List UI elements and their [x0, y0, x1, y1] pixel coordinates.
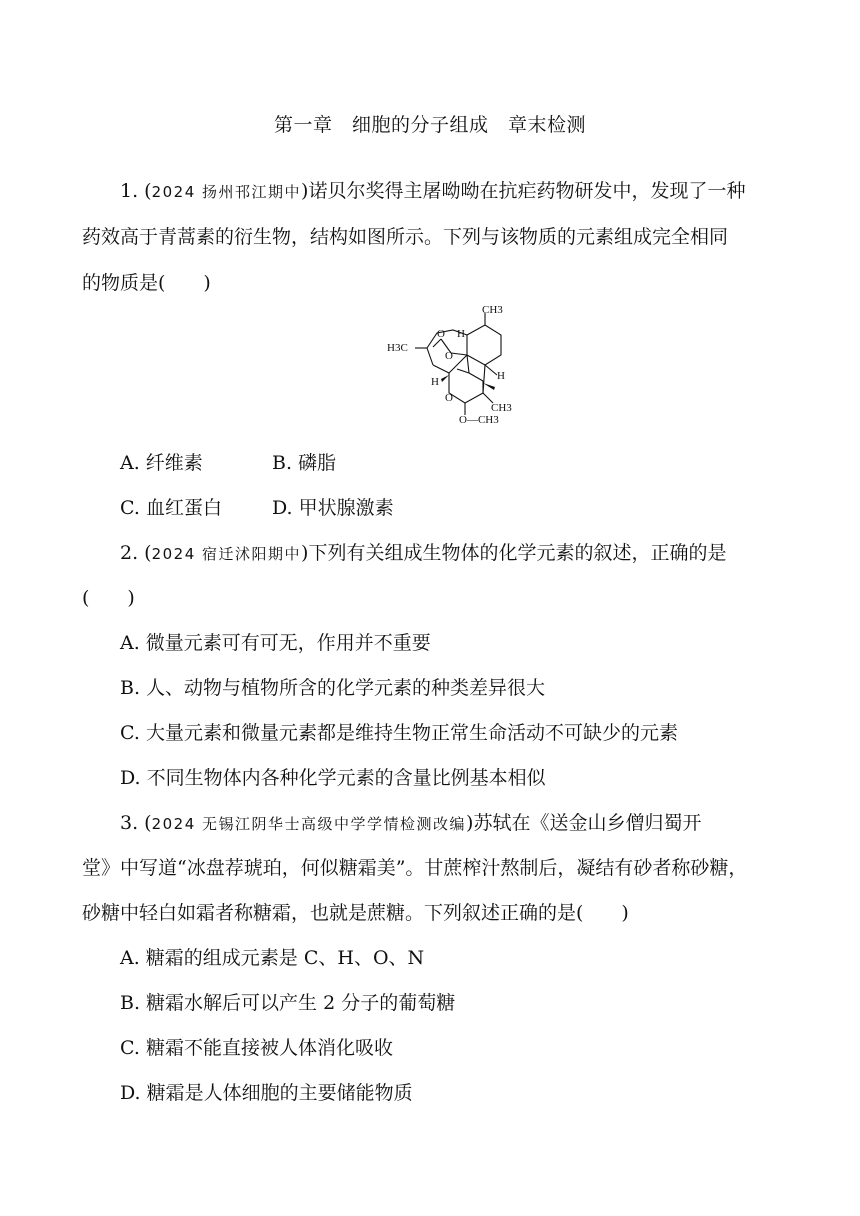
q1-stem-line2: 药效高于青蒿素的衍生物，结构如图所示。下列与该物质的元素组成完全相同: [82, 226, 729, 248]
figure-label-o1: O: [437, 328, 445, 340]
q1-option-d: D. 甲状腺激素: [272, 497, 394, 519]
q2-stem-text: )下列有关组成生物体的化学元素的叙述，正确的是: [301, 542, 727, 564]
q2-option-c: C. 大量元素和微量元素都是维持生物正常生命活动不可缺少的元素: [120, 722, 678, 744]
figure-label-och3: O—CH3: [459, 414, 499, 426]
q3-stem-text: )苏轼在《送金山乡僧归蜀开: [466, 812, 702, 834]
q3-stem-line2: 堂》中写道“冰盘荐琥珀，何似糖霜美”。甘蔗榨汁熬制后，凝结有砂者称砂糖，: [82, 857, 748, 879]
page-title: 第一章 细胞的分子组成 章末检测: [273, 114, 586, 136]
q1-option-b: B. 磷脂: [272, 452, 337, 474]
q1-stem-line3: 的物质是( ): [82, 272, 211, 294]
q2-source: 2024 宿迁沭阳期中: [151, 545, 302, 563]
artemether-structure-figure: [385, 303, 525, 431]
q3-option-d: D. 糖霜是人体细胞的主要储能物质: [120, 1082, 413, 1104]
q1-option-a: A. 纤维素: [120, 452, 203, 474]
q1-option-c: C. 血红蛋白: [120, 497, 222, 519]
q2-stem-line2: ( ): [82, 587, 135, 609]
q3-option-b: B. 糖霜水解后可以产生 2 分子的葡萄糖: [120, 992, 456, 1014]
figure-label-h-right: H: [497, 370, 505, 382]
figure-label-h-left: H: [431, 376, 439, 388]
figure-label-h3c: H3C: [387, 342, 408, 354]
q2-number: 2. (: [120, 542, 152, 564]
figure-label-h-top: H: [457, 328, 465, 340]
figure-label-o3: O: [445, 392, 453, 404]
q3-option-c: C. 糖霜不能直接被人体消化吸收: [120, 1037, 393, 1059]
q3-stem-line3: 砂糖中轻白如霜者称糖霜，也就是蔗糖。下列叙述正确的是( ): [82, 902, 629, 924]
q2-option-d: D. 不同生物体内各种化学元素的含量比例基本相似: [120, 767, 546, 789]
q2-stem-line1: [120, 538, 726, 565]
figure-label-o2: O: [445, 350, 453, 362]
q2-option-a: A. 微量元素可有可无，作用并不重要: [120, 632, 431, 654]
q3-source: 2024 无锡江阴华士高级中学学情检测改编: [151, 815, 467, 833]
q1-source: 2024 扬州邗江期中: [151, 183, 302, 201]
figure-label-ch3-bottom: CH3: [491, 402, 512, 414]
figure-label-ch3-top: CH3: [482, 304, 503, 316]
q3-stem-line1: [120, 808, 701, 835]
q1-stem-text: )诺贝尔奖得主屠呦呦在抗疟药物研发中，发现了一种: [301, 180, 746, 202]
q1-number: 1. (: [120, 180, 152, 202]
q1-stem-line1: [120, 176, 745, 203]
q2-option-b: B. 人、动物与植物所含的化学元素的种类差异很大: [120, 677, 546, 699]
q3-option-a: A. 糖霜的组成元素是 C、H、O、N: [120, 947, 425, 969]
q3-number: 3. (: [120, 812, 152, 834]
